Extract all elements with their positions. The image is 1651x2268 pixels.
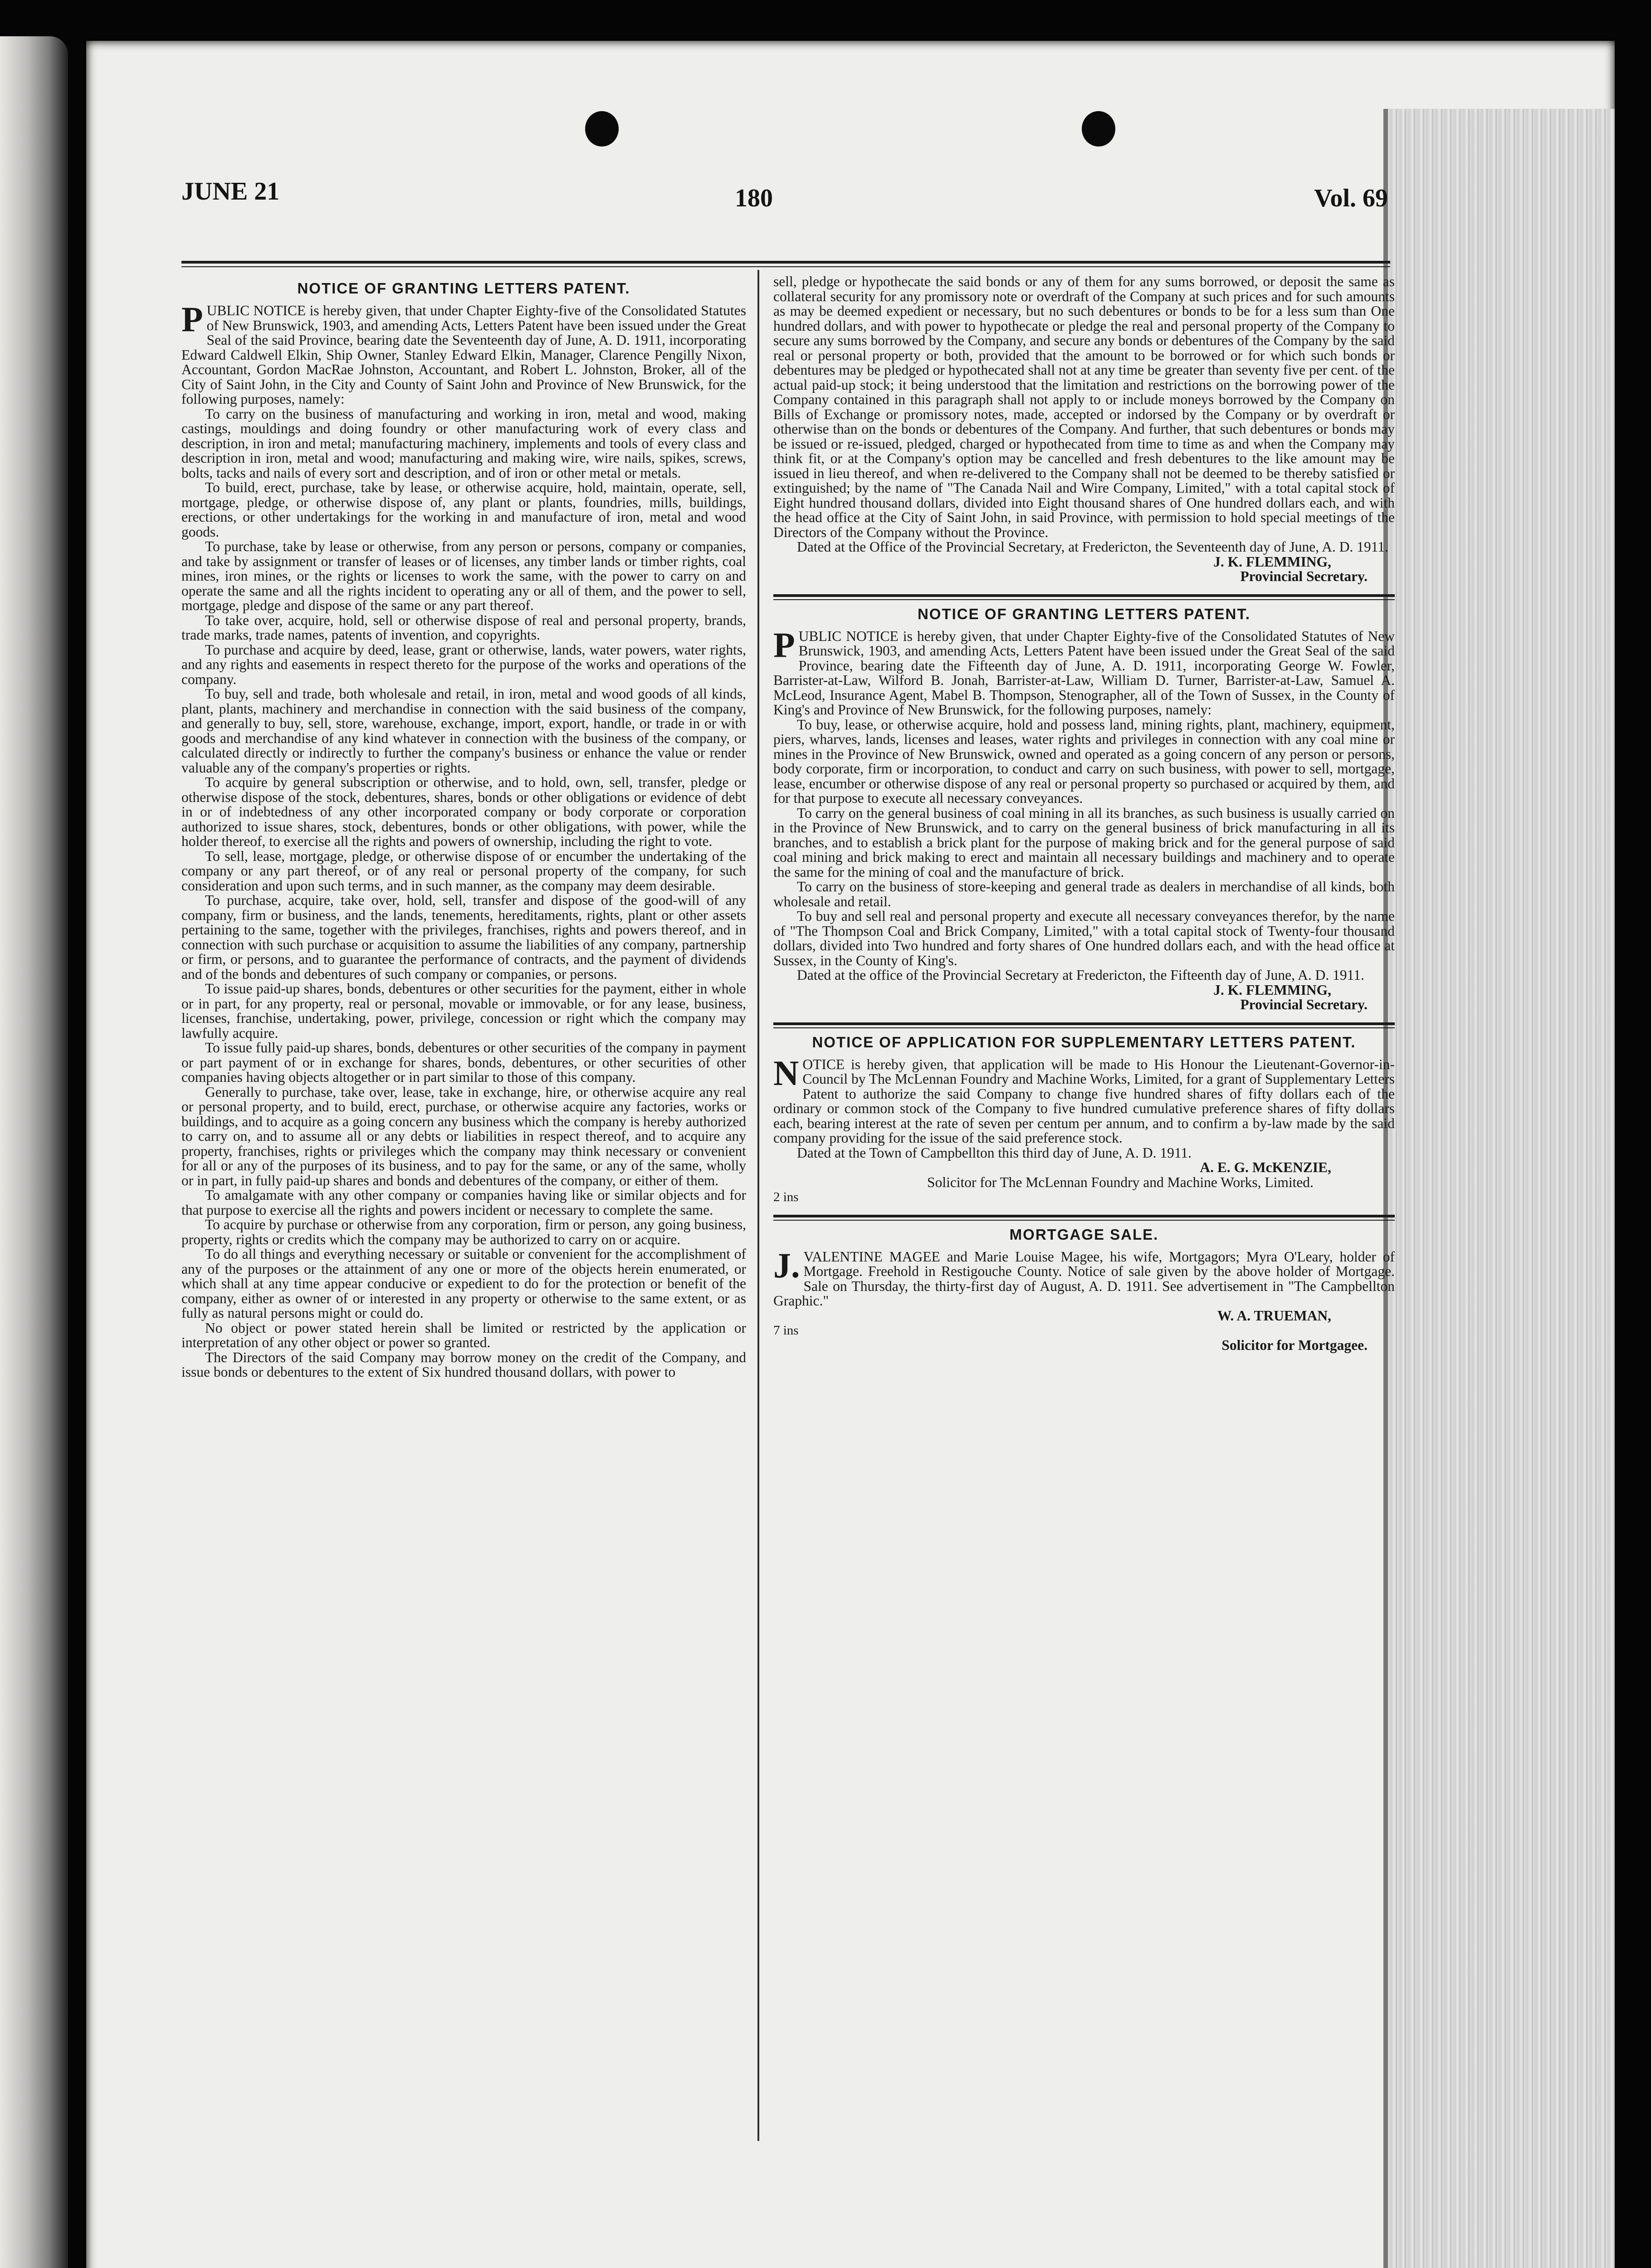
page-number: 180 — [735, 184, 773, 212]
notice-paragraph: No object or power stated herein shall be limited or restricted by the application or interpretation of any other object or power so granted. — [181, 1320, 746, 1350]
volume-number: Vol. 69 — [1314, 184, 1388, 212]
right-column — [773, 274, 1395, 2139]
notice-heading: MORTGAGE SALE. — [1009, 1226, 1159, 1243]
notice-paragraph: The Directors of the said Company may borrow money on the credit of the Company, and issue bonds or debentures to the extent of Six hundred thousand dollars, with power to — [181, 1349, 746, 1380]
page-stack-edge — [1383, 109, 1615, 2268]
notice-paragraph: To acquire by purchase or otherwise from any corporation, firm or person, any going business, property, rights or credits which the company may be authorized to carry on or acquire. — [181, 1217, 746, 1247]
notice-paragraph: Generally to purchase, take over, lease, take in exchange, hire, or otherwise acquire any real or personal property, and to build, erect, purchase, or otherwise acquire any factories, works or buildings, and to acquire as a going concern any business which the company is hereby authorized to carry on, and to assume all or any debts or liabilities in respect thereof, and to acquire any property, franchises, rights or privileges which the company may think necessary or convenient for all or any of the purposes of its business, and to pay for the same, or any of the same, wholly or in part, in fully paid-up shares and bonds and debentures of the company, or either of them. — [181, 1084, 746, 1188]
notice-paragraph: To carry on the general business of coal mining in all its branches, as such business is usually carried on in the Province of New Brunswick, and to carry on the general business of brick manufacturing in all its branches, and to establish a brick plant for the purpose of making brick and for the general purpose of said coal mining and brick making to erect and maintain all necessary buildings and machinery and to operate the same for the mining of coal and the manufacture of brick. — [773, 805, 1395, 880]
signature-title: Solicitor for The McLennan Foundry and Machine Works, Limited. — [927, 1174, 1314, 1190]
header-date: JUNE 21 — [181, 177, 280, 205]
section-rule — [773, 594, 1395, 600]
notice-paragraph: To build, erect, purchase, take by lease, or otherwise acquire, hold, maintain, operate, sell, mortgage, pledge, or otherwise dispose of, any plant or plants, foundries, mills, buildings, erections, or other undertakings for the working in and manufacture of iron, metal and wood goods. — [181, 479, 746, 540]
notice-paragraph: To take over, acquire, hold, sell or otherwise dispose of real and personal property, brands, trade marks, trade names, patents of invention, and copyrights. — [181, 612, 746, 643]
notice-heading: NOTICE OF GRANTING LETTERS PATENT. — [297, 280, 630, 297]
signature-title: Provincial Secretary. — [1240, 568, 1368, 584]
insertion-count: 7 ins — [773, 1323, 799, 1338]
notice-dateline: Dated at the Town of Campbellton this third day of June, A. D. 1911. — [797, 1144, 1192, 1161]
notice-paragraph: To do all things and everything necessary or suitable or convenient for the accomplishment of any of the purposes or the attainment of any one or more of the objects herein enumerated, or which shall at any time appear conducive or expedient to do for the protection or benefit of the company, either as owner of or interested in any property or otherwise to the same extent, or as fully as natural persons might or could do. — [181, 1246, 746, 1321]
notice-heading: NOTICE OF GRANTING LETTERS PATENT. — [917, 605, 1251, 622]
punch-hole — [1082, 111, 1115, 147]
notice-dateline: Dated at the Office of the Provincial Secretary, at Fredericton, the Seventeenth day of June, A. D. 1911. — [797, 539, 1388, 555]
insertion-count: 2 ins — [773, 1190, 799, 1204]
notice-paragraph: To purchase and acquire by deed, lease, grant or otherwise, lands, water powers, water rights, and any rights and easements in respect thereto for the purpose of the works and operations of the company. — [181, 641, 746, 687]
notice-dateline: Dated at the office of the Provincial Secretary at Fredericton, the Fifteenth day of June, A. D. 1911. — [797, 967, 1364, 983]
notice-paragraph: PUBLIC NOTICE is hereby given, that under Chapter Eighty-five of the Consolidated Statutes of New Brunswick, 1903, and amending Acts, Letters Patent have been issued under the Great Seal of the said Province, bearing date the Seventeenth day of June, A. D. 1911, incorporating Edward Caldwell Elkin, Ship Owner, Stanley Edward Elkin, Manager, Clarence Pengilly Nixon, Accountant, Gordon MacRae Johnston, Accountant, and Robert L. Johnston, Broker, all of the City of Saint John, in the City and County of Saint John and Province of New Brunswick, for the following purposes, namely: — [181, 299, 746, 407]
signature-title: Solicitor for Mortgagee. — [1221, 1337, 1368, 1353]
notice-paragraph: To purchase, acquire, take over, hold, sell, transfer and dispose of the good-will of any company, firm or business, and the lands, tenements, hereditaments, rights, plant or other assets pertaining to the same, together with the privileges, franchises, rights and powers thereof, and in connection with such purchase or acquisition to assume the liabilities of any company, partnership or firm, or persons, and to guarantee the performance of contracts, and the payment of dividends and of the bonds and debentures of such company or companies, or persons. — [181, 892, 746, 982]
notice-paragraph: To buy and sell real and personal property and execute all necessary conveyances therefor, by the name of "The Thompson Coal and Brick Company, Limited," with a total capital stock of Twenty-four thousand dollars, divided into Two hundred and forty shares of One hundred dollars each, and with the head office at Sussex, in the County of King's. — [773, 908, 1395, 968]
notice-paragraph: To sell, lease, mortgage, pledge, or otherwise dispose of or encumber the undertaking of the company or any part thereof, or of any real or personal property of the company, for such consideration and upon such terms, and in such manner, as the company may deem desirable. — [181, 848, 746, 894]
notice-paragraph: To carry on the business of manufacturing and working in iron, metal and wood, making castings, mouldings and doing foundry or other manufacturing work of every class and description, in iron and metal; manufacturing machinery, implements and tools of every class and description in iron, metal and wood; manufacturing and making wire, wire nails, spikes, screws, bolts, tacks and nails of every sort and description, and of iron or other metal or metals. — [181, 406, 746, 481]
gazette-page — [86, 41, 1615, 2268]
notice-paragraph: To purchase, take by lease or otherwise, from any person or persons, company or companies, and take by assignment or transfer of leases or of licenses, any timber lands or timber rights, coal mines, iron mines, or the rights or licenses to work the same, with the power to carry on and operate the same and all the rights incident to operating any or all of them, and the power to sell, mortgage, pledge and dispose of the same or any part thereof. — [181, 538, 746, 613]
notice-paragraph: To buy, lease, or otherwise acquire, hold and possess land, mining rights, plant, machinery, equipment, piers, wharves, lands, licenses and leases, water rights and privileges in connection with any coal mine or mines in the Province of New Brunswick, owned and operated as a going concern of any person or persons, body corporate, firm or incorporation, to conduct and carry on such business, with power to sell, mortgage, lease, encumber or otherwise dispose of any real or personal property so purchased or acquired by them, and for that purpose to execute all necessary conveyances. — [773, 716, 1395, 806]
notice-paragraph: To issue fully paid-up shares, bonds, debentures or other securities of the company in payment or part payment of or in exchange for shares, bonds, debentures, or other securities of other companies having objects altogether or in part similar to those of this company. — [181, 1040, 746, 1085]
left-column — [181, 274, 746, 2139]
column-divider — [757, 270, 759, 2141]
notice-paragraph: J.VALENTINE MAGEE and Marie Louise Magee, his wife, Mortgagors; Myra O'Leary, holder of Mortgage. Freehold in Restigouche County. Notice of sale given by the above holder of Mortgage. Sale on Thursday, the thirty-first day of August, A. D. 1911. See advertisement in "The Campbellton Graphic." — [773, 1245, 1395, 1309]
punch-hole — [585, 111, 619, 147]
header-rule — [181, 261, 1390, 267]
signature-name: J. K. FLEMMING, — [1213, 553, 1331, 570]
page-header — [181, 163, 1388, 213]
notice-continuation: sell, pledge or hypothecate the said bonds or any of them for any sums borrowed, or deposit the same as collateral security for any promissory note or overdraft of the Company at such prices and for such amounts as may be deemed expedient or necessary, but no such debentures or bonds to be for a less sum than One hundred dollars, and with power to hypothecate or pledge the real and personal property of the Company to secure any sums borrowed by the Company, and secure any bonds or debentures of the Company by the said real or personal property or both, provided that the amount to be borrowed or for which such bonds or debentures may be pledged or hypothecated shall not at any time be greater than seventy five per cent. of the actual paid-up stock; it being understood that the limitation and restrictions on the borrowing power of the Company contained in this paragraph shall not apply to or include moneys borrowed by the Company on Bills of Exchange or promissory notes, made, accepted or indorsed by the Company or by overdraft or otherwise than on the bonds or debentures of the Company. And further, that such debentures or bonds may be issued or re-issued, pledged, charged or hypothecated from time to time as and when the Company may think fit, or at the Company's option may be cancelled and fresh debentures to the like amount may be issued in lieu thereof, and when re-delivered to the Company shall not be deemed to be thereby satisfied or extinguished; by the name of "The Canada Nail and Wire Company, Limited," with a total capital stock of Eight hundred thousand dollars, divided into Eight thousand shares of One hundred dollars each, and with the head office at the City of Saint John, in said Province, with permission to hold special meetings of the Directors of the Company without the Province. — [773, 274, 1395, 540]
notice-heading: NOTICE OF APPLICATION FOR SUPPLEMENTARY LETTERS PATENT. — [812, 1033, 1356, 1051]
signature-title: Provincial Secretary. — [1240, 997, 1368, 1012]
notice-paragraph: To buy, sell and trade, both wholesale and retail, in iron, metal and wood goods of all kinds, plant, plants, machinery and merchandise in connection with the said business of the company, and generally to buy, sell, store, warehouse, exchange, import, export, handle, or trade in or with goods and merchandise of any kind whatever in connection with the business of the company, or calculated directly or indirectly to further the company's business or enhance the value or render valuable any of the company's properties or rights. — [181, 686, 746, 776]
signature-name: A. E. G. McKENZIE, — [1200, 1159, 1331, 1175]
notice-paragraph: To acquire by general subscription or otherwise, and to hold, own, sell, transfer, pledge or otherwise dispose of the stock, debentures, shares, bonds or other obligations or evidence of debt in or of indebtedness of any other incorporated company or body corporate or corporation authorized to issue shares, stock, debentures, bonds or other obligations, with power, while the holder thereof, to exercise all the rights and powers of ownership, including the right to vote. — [181, 774, 746, 849]
signature-name: J. K. FLEMMING, — [1213, 982, 1331, 998]
notice-paragraph: To amalgamate with any other company or companies having like or similar objects and for that purpose to exercise all the rights and powers incident or necessary to complete the same. — [181, 1187, 746, 1218]
notice-paragraph: To carry on the business of store-keeping and general trade as dealers in merchandise of all kinds, both wholesale and retail. — [773, 879, 1395, 909]
notice-paragraph: PUBLIC NOTICE is hereby given, that under Chapter Eighty-five of the Consolidated Statutes of New Brunswick, 1903, and amending Acts, Letters Patent have been issued under the Great Seal of the said Province, bearing date the Fifteenth day of June, A. D. 1911, incorporating George W. Fowler, Barrister-at-Law, Wilford B. Jonah, Barrister-at-Law, William D. Turner, Barrister-at-Law, Samuel A. McLeod, Insurance Agent, Mabel B. Thompson, Stenographer, all of the Town of Sussex, in the County of King's and Province of New Brunswick, for the following purposes, namely: — [773, 625, 1395, 718]
notice-paragraph: To issue paid-up shares, bonds, debentures or other securities for the payment, either in whole or in part, for any property, real or personal, movable or immovable, or for any lease, business, licenses, franchise, undertaking, power, privilege, concession or right which the company may lawfully acquire. — [181, 981, 746, 1041]
notice-paragraph: NOTICE is hereby given, that application will be made to His Honour the Lieutenant-Governor-in-Council by The McLennan Foundry and Machine Works, Limited, for a grant of Supplementary Letters Patent to authorize the said Company to change five hundred shares of fifty dollars each of the ordinary or common stock of the Company to five hundred cumulative preference shares of fifty dollars each, bearing interest at the rate of seven per centum per annum, and to confirm a by-law made by the said company providing for the issue of the said preference stock. — [773, 1053, 1395, 1146]
section-rule — [773, 1022, 1395, 1028]
signature-name: W. A. TRUEMAN, — [1217, 1307, 1331, 1324]
book-left-edge — [0, 36, 68, 2268]
section-rule — [773, 1215, 1395, 1221]
